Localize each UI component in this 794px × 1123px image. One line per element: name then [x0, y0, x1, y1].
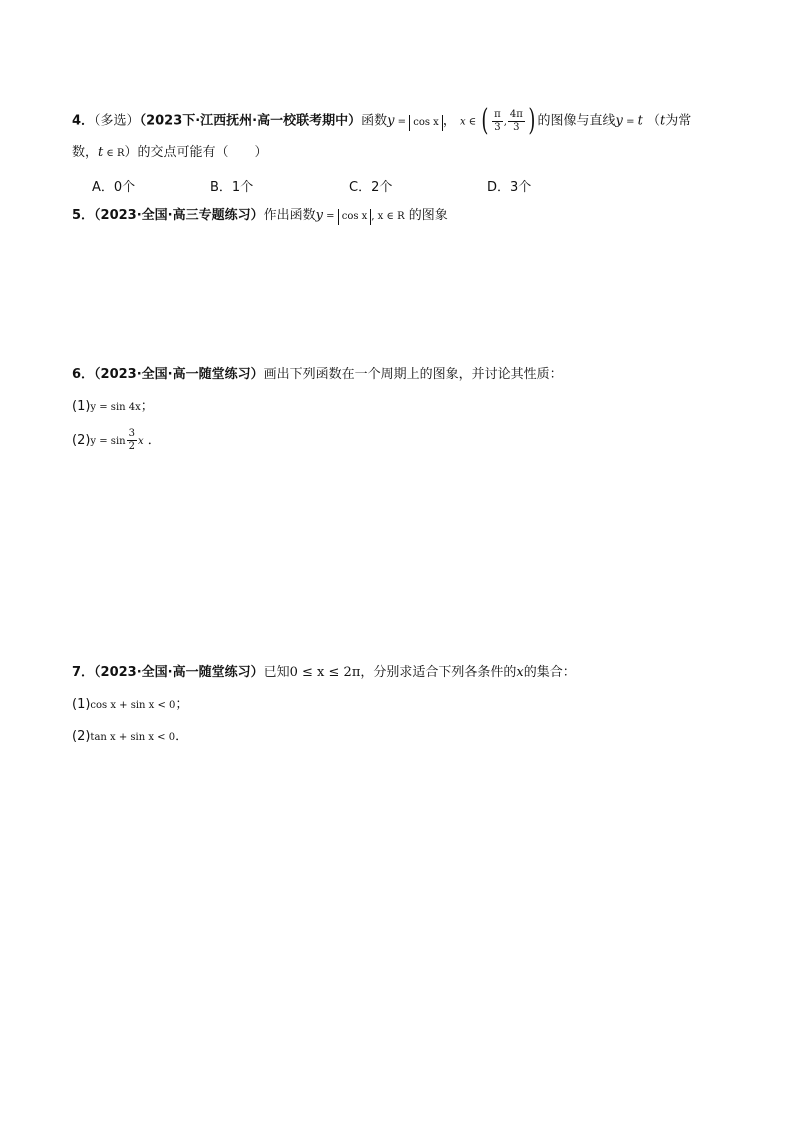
math-expression: y = sin 4x [90, 402, 141, 413]
math-var: t [98, 145, 104, 160]
math-var: x [516, 665, 524, 680]
question-text: 的图像与直线 [537, 113, 616, 129]
question-4-line-1 [72, 103, 692, 138]
question-source: （2023·全国·高一随堂练习） [94, 367, 264, 382]
question-number: 5． [72, 208, 95, 223]
question-7-part-2 [72, 727, 188, 748]
fraction-num: 3 [128, 428, 135, 439]
fraction-den: 3 [513, 121, 520, 133]
math-domain: , x ∈ R [371, 211, 405, 222]
right-paren: ) [528, 103, 536, 138]
math-eq: = [394, 116, 410, 128]
question-7-line-1 [72, 663, 576, 683]
fraction-den: 3 [494, 121, 501, 133]
question-source: （2023·全国·高三专题练习） [94, 208, 264, 223]
question-7-part-1 [72, 695, 188, 716]
question-source: （2023·全国·高一随堂练习） [94, 665, 264, 680]
question-6-part-2 [72, 428, 161, 453]
question-text: 的图象 [404, 208, 448, 223]
math-condition: 0 ≤ x ≤ 2π [289, 665, 361, 680]
math-abs-content: cos x [341, 211, 368, 222]
question-6-line-1 [72, 365, 563, 385]
math-in: ∈ [465, 116, 480, 128]
question-text: 画出下列函数在一个周期上的图象，并讨论其性质： [263, 367, 563, 382]
question-tag: （多选） [94, 113, 140, 129]
math-abs-content: cos x [413, 116, 439, 128]
part-label: (2) [72, 433, 91, 448]
left-paren: ( [481, 103, 489, 138]
math-var: y [315, 208, 323, 223]
question-number: 4． [72, 113, 95, 129]
math-abs [338, 209, 372, 225]
fraction [508, 109, 525, 134]
math-var: x [459, 116, 466, 128]
fraction-num: 4π [509, 108, 523, 120]
part-end: ． [147, 433, 161, 448]
option-d: D．3个 [487, 180, 532, 195]
question-number: 7． [72, 665, 95, 680]
math-expression: tan x + sin x < 0 [90, 732, 176, 743]
fraction-num: π [494, 108, 501, 120]
question-5-line-1 [72, 206, 448, 227]
fraction [127, 428, 137, 453]
math-eq: = [622, 116, 638, 128]
question-text: 的集合： [523, 665, 576, 680]
part-end: ； [175, 697, 189, 712]
question-6-part-1 [72, 397, 154, 418]
math-var: t [637, 113, 643, 129]
question-4-line-2 [72, 143, 268, 164]
math-sep: , [503, 116, 507, 128]
math-abs [409, 115, 443, 131]
question-text: 作出函数 [263, 208, 316, 223]
question-source: （2023下·江西抚州·高一校联考期中） [139, 113, 362, 129]
part-label: (1) [72, 399, 91, 414]
math-expression: cos x + sin x < 0 [90, 700, 176, 711]
part-end: ； [140, 399, 154, 414]
part-label: (2) [72, 729, 91, 744]
math-in: ∈ R [103, 148, 125, 159]
math-var: x [137, 436, 144, 447]
part-end: ． [175, 729, 189, 744]
math-eq: = [322, 211, 338, 222]
math-var: y [615, 113, 623, 129]
question-text: 为常 [665, 113, 692, 129]
fraction-den: 2 [128, 441, 135, 452]
math-var: t [660, 113, 666, 129]
option-a: A．0个 [92, 180, 136, 195]
math-expression: y = sin [90, 436, 126, 447]
question-text: ，分别求适合下列各条件的 [360, 665, 517, 680]
part-label: (1) [72, 697, 91, 712]
comma: ， [442, 113, 456, 129]
question-text: （ [647, 113, 661, 129]
question-number: 6． [72, 367, 95, 382]
fraction [492, 109, 503, 134]
question-text: 已知 [263, 665, 290, 680]
question-text: ）的交点可能有（ ） [124, 145, 268, 160]
question-text: 函数 [361, 113, 388, 129]
question-text: 数， [72, 145, 99, 160]
option-c: C．2个 [349, 180, 393, 195]
option-b: B．1个 [210, 180, 254, 195]
math-var: y [387, 113, 395, 129]
